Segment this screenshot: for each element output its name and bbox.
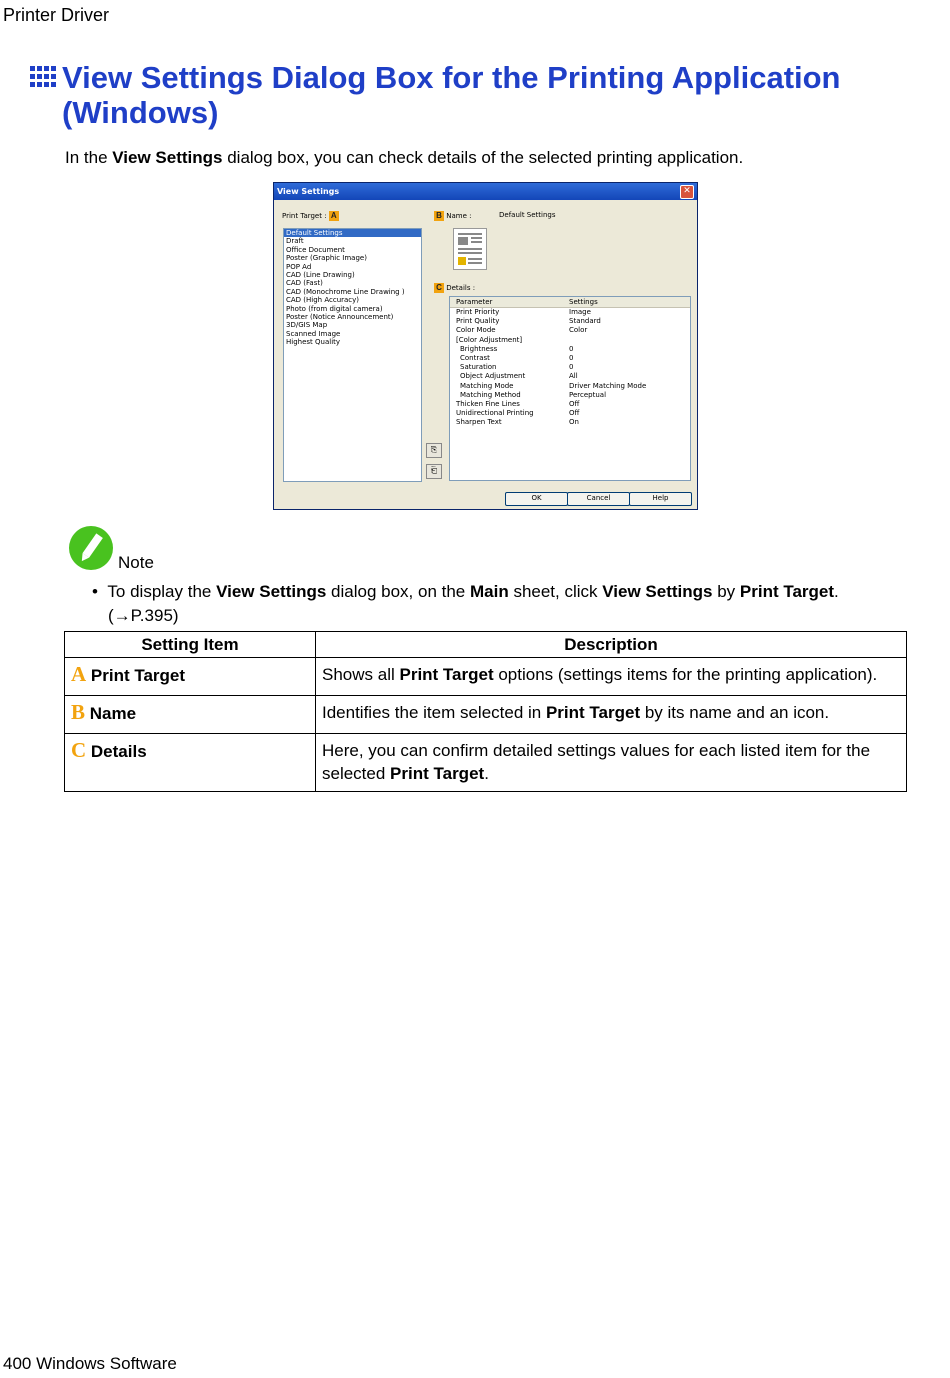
- dialog-titlebar: [274, 183, 697, 200]
- dialog-title: View Settings: [277, 187, 340, 196]
- page-reference-link[interactable]: (→P.395): [108, 606, 179, 625]
- name-label-row: B Name :: [434, 211, 471, 221]
- settings-cell: Color: [569, 326, 588, 335]
- settings-cell: Off: [569, 399, 580, 408]
- list-item[interactable]: CAD (Monochrome Line Drawing ): [286, 287, 405, 296]
- list-item[interactable]: CAD (High Accuracy): [286, 296, 360, 305]
- parameter-cell: Sharpen Text: [456, 418, 502, 427]
- parameter-cell: Unidirectional Printing: [456, 409, 534, 418]
- parameter-cell: Brightness: [460, 344, 498, 353]
- parameter-cell: Matching Method: [460, 390, 521, 399]
- table-header-item: Setting Item: [65, 632, 316, 658]
- list-item[interactable]: Poster (Notice Announcement): [286, 312, 394, 321]
- details-row: [450, 418, 690, 427]
- details-grid: [449, 296, 691, 481]
- details-grid-header: [450, 297, 690, 308]
- list-item[interactable]: Poster (Graphic Image): [286, 254, 367, 263]
- delete-icon-button[interactable]: ⎗: [426, 464, 442, 479]
- table-row: B Name Identifies the item selected in Print Target by its name and an icon.: [65, 696, 907, 734]
- page-footer: 400 Windows Software: [3, 1354, 177, 1373]
- details-row: [450, 409, 690, 418]
- running-header: Printer Driver: [3, 5, 110, 25]
- settings-cell: Driver Matching Mode: [569, 381, 647, 390]
- col-settings: Settings: [569, 298, 598, 306]
- settings-table: [64, 631, 907, 792]
- settings-cell: On: [569, 418, 579, 427]
- settings-cell: Off: [569, 409, 580, 418]
- details-row: [450, 317, 690, 326]
- list-item[interactable]: Scanned Image: [286, 329, 341, 338]
- parameter-cell: Saturation: [460, 363, 497, 372]
- grid-bullet-icon: [30, 66, 56, 88]
- details-row: [450, 308, 690, 317]
- help-button[interactable]: Help: [629, 492, 692, 506]
- document-thumbnail-icon: [453, 228, 487, 270]
- intro-paragraph: In the View Settings dialog box, you can check details of the selected printing application.: [65, 148, 744, 167]
- settings-cell: Perceptual: [569, 390, 607, 399]
- settings-cell: Standard: [569, 317, 601, 326]
- badge-b: B: [434, 211, 444, 221]
- details-label-row: C Details :: [434, 283, 475, 293]
- settings-cell: 0: [569, 353, 574, 362]
- details-row: [450, 354, 690, 363]
- parameter-cell: Color Mode: [456, 326, 496, 335]
- table-row: C Details Here, you can confirm detailed settings values for each listed item for the selected Print Target.: [65, 734, 907, 792]
- col-parameter: Parameter: [456, 298, 493, 306]
- parameter-cell: Matching Mode: [460, 381, 514, 390]
- details-row: [450, 382, 690, 391]
- settings-cell: All: [569, 372, 578, 381]
- details-row: [450, 391, 690, 400]
- details-row: [450, 400, 690, 409]
- list-item[interactable]: Draft: [286, 237, 304, 246]
- note-label: Note: [118, 553, 154, 572]
- parameter-cell: Print Quality: [456, 317, 500, 326]
- view-settings-dialog: [273, 182, 698, 510]
- list-item[interactable]: CAD (Fast): [286, 279, 323, 288]
- parameter-cell: Print Priority: [456, 308, 500, 316]
- details-row: [450, 372, 690, 381]
- details-row: [450, 336, 690, 345]
- add-icon-button[interactable]: ⎘: [426, 443, 442, 458]
- badge-c: C: [434, 283, 444, 293]
- close-icon[interactable]: ✕: [680, 185, 694, 199]
- print-target-label: Print Target : A: [282, 211, 339, 221]
- details-row: [450, 345, 690, 354]
- parameter-cell: Contrast: [460, 353, 490, 362]
- list-item[interactable]: Office Document: [286, 245, 345, 254]
- list-item[interactable]: POP Ad: [286, 262, 312, 271]
- parameter-cell: Thicken Fine Lines: [456, 399, 520, 408]
- list-item[interactable]: Highest Quality: [286, 338, 341, 347]
- list-item[interactable]: Photo (from digital camera): [286, 304, 383, 313]
- note-bullet: • To display the View Settings dialog box, on the Main sheet, click View Settings by Print Target. (→P.395): [92, 582, 839, 625]
- name-value: Default Settings: [499, 211, 556, 219]
- note-pencil-icon: [69, 526, 113, 570]
- list-item[interactable]: 3D/GIS Map: [286, 321, 328, 330]
- print-target-list[interactable]: [283, 228, 422, 482]
- settings-cell: 0: [569, 344, 574, 353]
- settings-cell: Image: [569, 308, 591, 316]
- ok-button[interactable]: OK: [505, 492, 568, 506]
- table-header-description: Description: [316, 632, 907, 658]
- cancel-button[interactable]: Cancel: [567, 492, 630, 506]
- parameter-cell: [Color Adjustment]: [456, 335, 523, 344]
- list-item[interactable]: CAD (Line Drawing): [286, 270, 355, 279]
- details-row: [450, 326, 690, 335]
- badge-a: A: [329, 211, 339, 221]
- details-row: [450, 363, 690, 372]
- list-item[interactable]: Default Settings: [284, 229, 421, 237]
- page-title: View Settings Dialog Box for the Printing Application (Windows): [62, 60, 841, 130]
- parameter-cell: Object Adjustment: [460, 372, 526, 381]
- table-row: A Print Target Shows all Print Target options (settings items for the printing application).: [65, 658, 907, 696]
- settings-cell: 0: [569, 363, 574, 372]
